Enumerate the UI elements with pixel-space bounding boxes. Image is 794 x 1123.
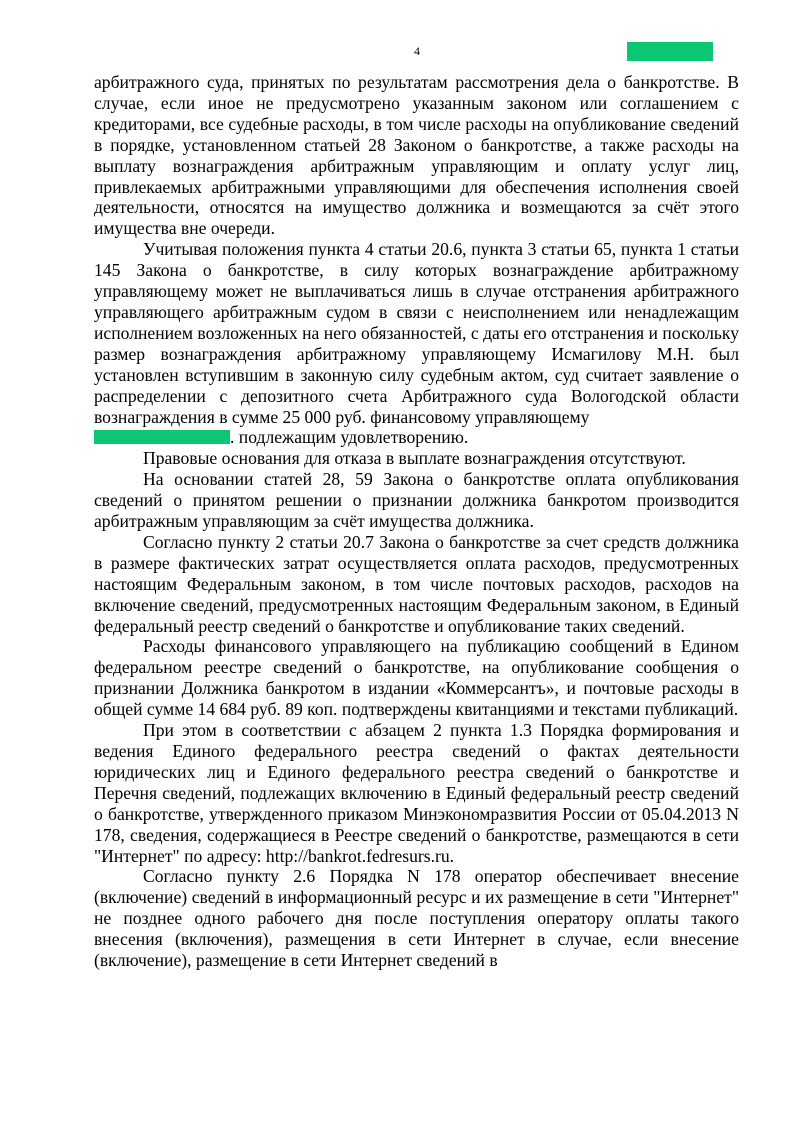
paragraph-text: Согласно пункту 2 статьи 20.7 Закона о банкротстве за счет средств должника в размере фактических затрат осуществляется оплата расходов, предусмотренных настоящим Федеральным законом, в том числе почтовых расходов, расходов на включение сведений, предусмотренных настоящим Федеральным законом, в Единый федеральный реестр сведений о банкротстве и опубликование таких сведений. (94, 531, 739, 636)
paragraph-text: Учитывая положения пункта 4 статьи 20.6, пункта 3 статьи 65, пункта 1 статьи 145 Закона о банкротстве, в силу которых вознаграждение арбитражному управляющему может не выплачиваться лишь в случае отстранения арбитражного управляющего арбитражным судом в связи с неисполнением или ненадлежащим исполнением возложенных на него обязанностей, с даты его отстранения и поскольку размер вознаграждения арбитражному управляющему Исмагилову М.Н. был установлен вступившим в законную силу судебным актом, суд считает заявление о распределении с депозитного счета Арбитражного суда Вологодской области вознаграждения в сумме 25 000 руб. финансовому управляющему (94, 239, 739, 427)
paragraph-text: Согласно пункту 2.6 Порядка N 178 оператор обеспечивает внесение (включение) сведений в информационный ресурс и их размещение в сети "Интернет" не позднее одного рабочего дня после поступления оператору оплаты такого внесения (включения), размещения в сети Интернет в случае, если внесение (включение), размещение в сети Интернет сведений в (94, 866, 739, 971)
page-number: 4 (414, 44, 420, 58)
paragraph-text-continued: . подлежащим удовлетворению. (230, 427, 469, 448)
redacted-name (94, 430, 230, 444)
paragraph-3 (94, 448, 739, 469)
redaction-block (627, 42, 713, 61)
paragraph-text: На основании статей 28, 59 Закона о банкротстве оплата опубликования сведений о принятом решении о признании должника банкротом производится арбитражным управляющим за счёт имущества должника. (94, 469, 739, 532)
paragraph-5 (94, 532, 739, 637)
paragraph-7 (94, 720, 739, 866)
paragraph-4 (94, 469, 739, 532)
document-body (94, 72, 739, 971)
paragraph-text: Расходы финансового управляющего на публикацию сообщений в Едином федеральном реестре сведений о банкротстве, на опубликование сообщения о признании Должника банкротом в издании «Коммерсантъ», и почтовые расходы в общей сумме 14 684 руб. 89 коп. подтверждены квитанциями и текстами публикаций. (94, 636, 739, 720)
paragraph-6 (94, 636, 739, 720)
paragraph-2 (94, 239, 739, 448)
paragraph-text: Правовые основания для отказа в выплате вознаграждения отсутствуют. (143, 448, 686, 469)
paragraph-8 (94, 866, 739, 971)
paragraph-text: При этом в соответствии с абзацем 2 пункта 1.3 Порядка формирования и ведения Единого федерального реестра сведений о фактах деятельности юридических лиц и Единого федерального реестра сведений о банкротстве и Перечня сведений, подлежащих включению в Единый федеральный реестр сведений о банкротстве, утвержденного приказом Минэкономразвития России от 05.04.2013 N 178, сведения, содержащиеся в Реестре сведений о банкротстве, размещаются в сети "Интернет" по адресу: http://bankrot.fedresurs.ru. (94, 720, 739, 866)
paragraph-1 (94, 72, 739, 239)
paragraph-text: арбитражного суда, принятых по результатам рассмотрения дела о банкротстве. В случае, если иное не предусмотрено указанным законом или соглашением с кредиторами, все судебные расходы, в том числе расходы на опубликование сведений в порядке, установленном статьей 28 Законом о банкротстве, а также расходы на выплату вознаграждения арбитражным управляющим и оплату услуг лиц, привлекаемых арбитражными управляющими для обеспечения исполнения своей деятельности, относятся на имущество должника и возмещаются за счёт этого имущества вне очереди. (94, 72, 739, 239)
